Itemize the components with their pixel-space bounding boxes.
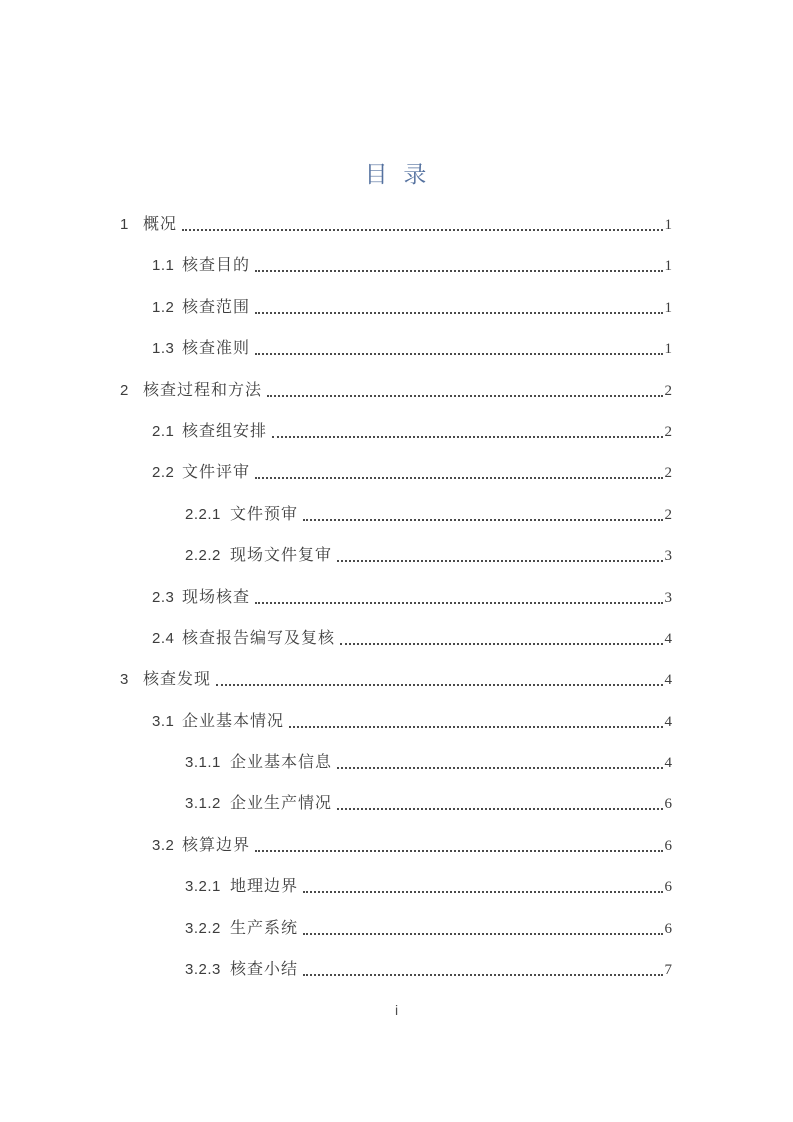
toc-entry[interactable]	[120, 712, 672, 732]
toc-entry-label: 核查准则	[182, 340, 251, 358]
toc-entry-number: 1	[120, 216, 129, 233]
toc-entry-page: 2	[664, 465, 672, 482]
toc-entry-number: 2.3	[152, 588, 175, 606]
toc-leader-dots	[289, 726, 662, 728]
toc-entry-label: 文件预审	[230, 505, 299, 523]
toc-entry-page: 2	[664, 382, 672, 399]
toc-entry-number: 3.1	[152, 712, 175, 730]
toc-entry-label: 生产系统	[230, 919, 299, 937]
toc-entry-page: 4	[664, 630, 672, 647]
toc-leader-dots	[303, 933, 662, 935]
toc-entry[interactable]	[120, 960, 672, 980]
toc-entry-label: 核查组安排	[182, 422, 268, 440]
toc-entry[interactable]	[120, 505, 672, 525]
toc-leader-dots	[303, 891, 662, 893]
toc-leader-dots	[303, 974, 662, 976]
toc-entry[interactable]	[120, 670, 672, 690]
toc-leader-dots	[303, 519, 662, 521]
toc-leader-dots	[337, 767, 662, 769]
toc-leader-dots	[182, 229, 662, 231]
toc-leader-dots	[272, 436, 662, 438]
toc-entry-number: 2.2.2	[185, 547, 221, 565]
toc-leader-dots	[337, 560, 662, 562]
toc-leader-dots	[255, 477, 662, 479]
toc-entry-number: 3	[120, 671, 129, 689]
footer-page-number: i	[394, 1002, 399, 1018]
toc-entry[interactable]	[120, 422, 672, 442]
toc-entry[interactable]	[120, 381, 672, 401]
toc-list	[120, 215, 672, 980]
toc-entry-number: 2.1	[152, 422, 175, 440]
toc-entry-page: 2	[664, 506, 672, 523]
toc-entry-label: 企业生产情况	[230, 795, 333, 813]
toc-leader-dots	[255, 312, 662, 314]
toc-entry-label: 核查小结	[230, 961, 299, 979]
toc-entry-page: 6	[664, 920, 672, 937]
toc-entry[interactable]	[120, 463, 672, 483]
toc-leader-dots	[255, 270, 662, 272]
toc-entry-page: 6	[664, 879, 672, 896]
toc-leader-dots	[255, 850, 662, 852]
toc-entry-number: 3.2.1	[185, 878, 221, 896]
toc-entry[interactable]	[120, 588, 672, 608]
toc-entry-label: 核算边界	[182, 836, 251, 854]
toc-entry-number: 2	[120, 381, 129, 399]
toc-entry-page: 4	[664, 672, 672, 689]
toc-leader-dots	[255, 353, 662, 355]
toc-entry[interactable]	[120, 215, 672, 235]
toc-leader-dots	[337, 808, 662, 810]
toc-entry-number: 3.2	[152, 836, 175, 854]
toc-leader-dots	[216, 684, 662, 686]
toc-entry-label: 企业基本情况	[182, 712, 285, 730]
toc-entry-label: 核查范围	[182, 298, 251, 316]
toc-entry-page: 4	[664, 755, 672, 772]
toc-entry[interactable]	[120, 836, 672, 856]
toc-leader-dots	[267, 395, 662, 397]
toc-entry-label: 核查发现	[143, 671, 212, 689]
toc-entry-label: 企业基本信息	[230, 754, 333, 772]
toc-entry-page: 2	[664, 423, 672, 440]
toc-entry-page: 4	[664, 713, 672, 730]
toc-entry-page: 1	[664, 299, 672, 316]
toc-entry[interactable]	[120, 877, 672, 897]
toc-entry-label: 文件评审	[182, 464, 251, 482]
toc-entry-label: 现场文件复审	[230, 547, 333, 565]
toc-entry[interactable]	[120, 339, 672, 359]
toc-entry[interactable]	[120, 298, 672, 318]
toc-entry-label: 核查报告编写及复核	[182, 629, 336, 647]
toc-entry-label: 地理边界	[230, 878, 299, 896]
toc-entry-number: 1.1	[152, 257, 175, 275]
toc-entry-number: 2.4	[152, 629, 175, 647]
toc-entry[interactable]	[120, 794, 672, 814]
toc-entry-page: 3	[664, 548, 672, 565]
toc-entry-page: 6	[664, 837, 672, 854]
toc-entry[interactable]	[120, 546, 672, 566]
toc-leader-dots	[255, 602, 662, 604]
toc-entry-label: 概况	[143, 216, 178, 233]
toc-entry-number: 1.2	[152, 298, 175, 316]
toc-entry-number: 3.1.2	[185, 795, 221, 813]
toc-entry[interactable]	[120, 256, 672, 276]
toc-leader-dots	[340, 643, 662, 645]
toc-entry-number: 3.2.3	[185, 961, 221, 979]
toc-entry-label: 核查过程和方法	[143, 381, 263, 399]
toc-entry-page: 3	[664, 589, 672, 606]
toc-entry-number: 2.2	[152, 464, 175, 482]
toc-entry-number: 3.2.2	[185, 919, 221, 937]
toc-entry-label: 现场核查	[182, 588, 251, 606]
toc-entry-number: 1.3	[152, 340, 175, 358]
toc-entry[interactable]	[120, 919, 672, 939]
toc-entry-page: 1	[664, 217, 672, 233]
toc-title: 目 录	[364, 161, 428, 187]
toc-entry-page: 1	[664, 341, 672, 358]
toc-entry[interactable]	[120, 629, 672, 649]
toc-entry-label: 核查目的	[182, 257, 251, 275]
toc-entry-page: 6	[664, 796, 672, 813]
toc-entry-page: 7	[664, 962, 672, 979]
toc-entry[interactable]	[120, 753, 672, 773]
page-footer	[0, 1002, 793, 1018]
toc-entry-number: 3.1.1	[185, 754, 221, 772]
toc-entry-number: 2.2.1	[185, 505, 221, 523]
toc-entry-page: 1	[664, 258, 672, 275]
